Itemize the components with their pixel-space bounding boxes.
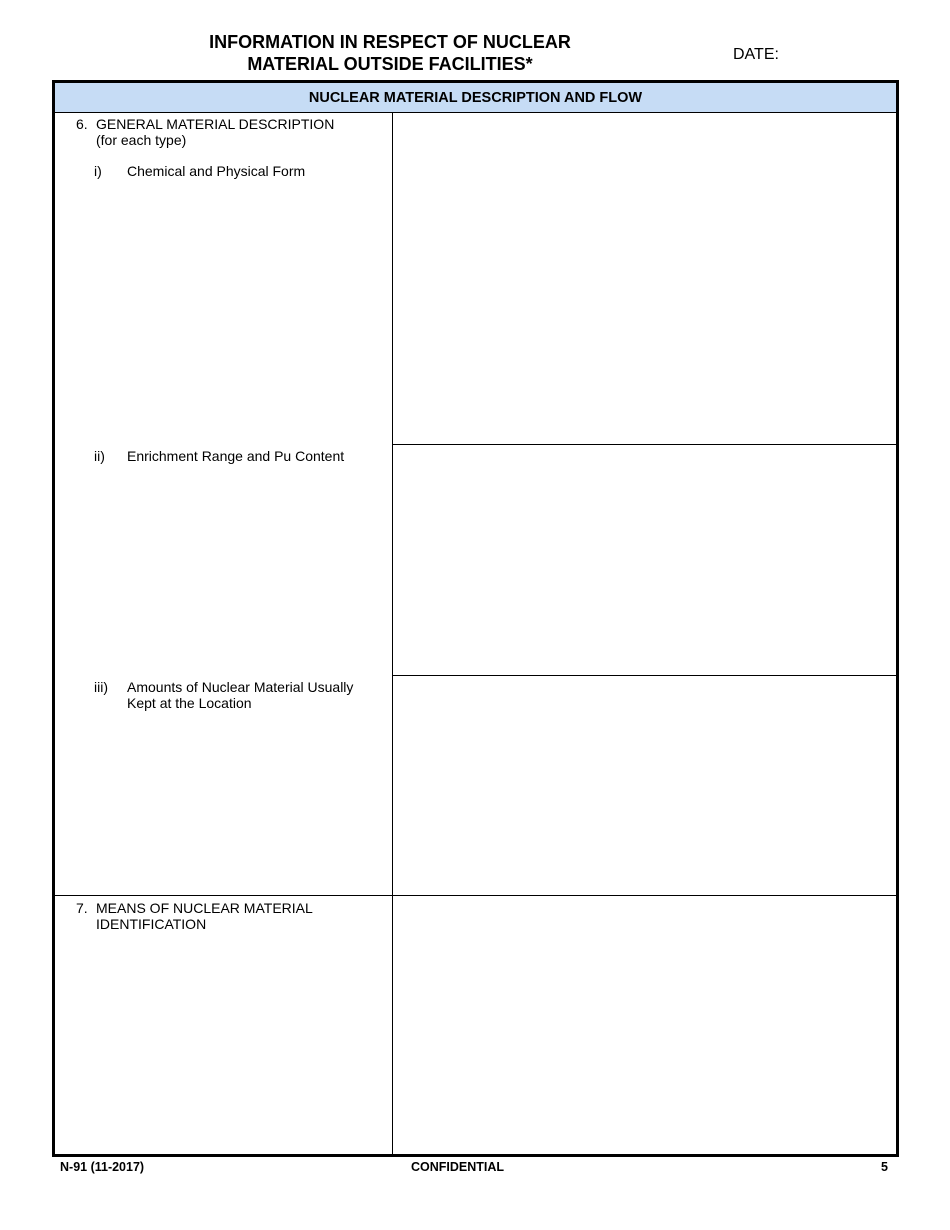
column-divider bbox=[392, 113, 393, 1154]
form-id: N-91 (11-2017) bbox=[60, 1160, 145, 1174]
form-table bbox=[52, 80, 899, 1157]
item-7-text-2: IDENTIFICATION bbox=[96, 916, 207, 932]
item-6-iii-text-2: Kept at the Location bbox=[127, 695, 252, 711]
item-6-iii-text-1: Amounts of Nuclear Material Usually bbox=[127, 679, 354, 695]
answer-amounts-kept[interactable] bbox=[394, 677, 896, 895]
item-6-ii-text: Enrichment Range and Pu Content bbox=[127, 448, 345, 464]
title-line-1: INFORMATION IN RESPECT OF NUCLEAR bbox=[209, 32, 571, 52]
item-6-subtitle: (for each type) bbox=[96, 132, 187, 148]
classification: CONFIDENTIAL bbox=[411, 1160, 505, 1174]
item-7-text-1: MEANS OF NUCLEAR MATERIAL bbox=[96, 900, 313, 916]
form-title bbox=[160, 31, 620, 75]
item-6-number: 6. bbox=[76, 116, 88, 132]
item-6-i-numeral: i) bbox=[94, 163, 102, 179]
item-6-iii-numeral: iii) bbox=[94, 679, 108, 695]
answer-identification-means[interactable] bbox=[394, 897, 896, 1154]
answer-chemical-physical-form[interactable] bbox=[394, 114, 896, 444]
title-line-2: MATERIAL OUTSIDE FACILITIES* bbox=[247, 54, 533, 74]
item-6-i-text: Chemical and Physical Form bbox=[127, 163, 306, 179]
row-divider-ii bbox=[392, 444, 896, 445]
date-label: DATE: bbox=[733, 46, 779, 63]
section-header: NUCLEAR MATERIAL DESCRIPTION AND FLOW bbox=[55, 83, 896, 113]
item-6-title: GENERAL MATERIAL DESCRIPTION bbox=[96, 116, 335, 132]
row-divider-7 bbox=[55, 895, 896, 896]
item-7-number: 7. bbox=[76, 900, 88, 916]
item-6-ii-numeral: ii) bbox=[94, 448, 105, 464]
page-number: 5 bbox=[881, 1160, 888, 1174]
answer-enrichment-range[interactable] bbox=[394, 446, 896, 675]
row-divider-iii bbox=[392, 675, 896, 676]
